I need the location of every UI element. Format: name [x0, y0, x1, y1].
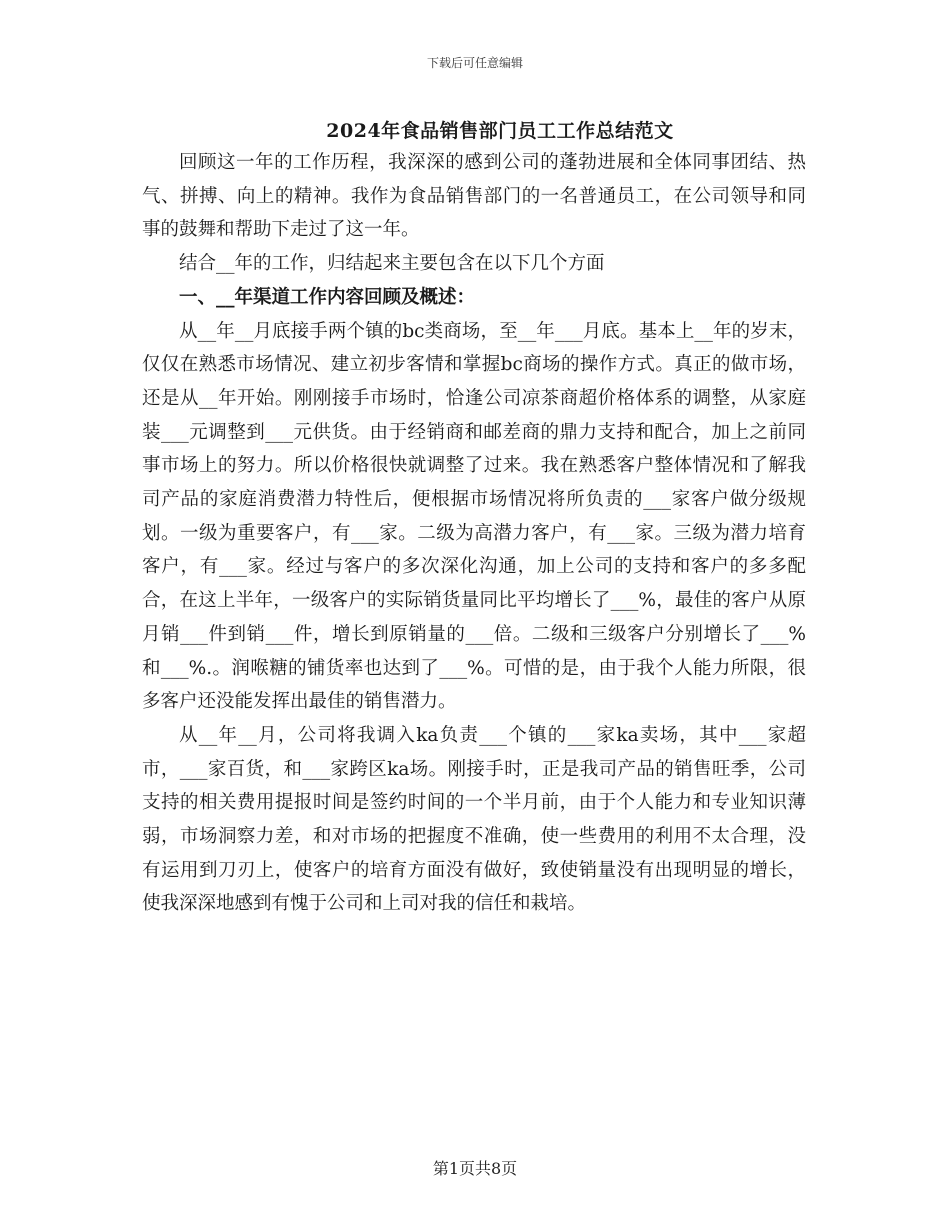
- document-body: [142, 146, 806, 921]
- paragraph-bc-market-review: 从__年__月底接手两个镇的bc类商场，至__年___月底。基本上__年的岁末，仅仅在熟悉市场情况、建立初步客情和掌握bc商场的操作方式。真正的做市场，还是从__年开始。刚刚接手市场时，恰逢公司凉茶商超价格体系的调整，从家庭装___元调整到___元供货。由于经销商和邮差商的鼎力支持和配合，加上之前同事市场上的努力。所以价格很快就调整了过来。我在熟悉客户整体情况和了解我司产品的家庭消费潜力特性后，便根据市场情况将所负责的___家客户做分级规划。一级为重要客户，有___家。二级为高潜力客户，有___家。三级为潜力培育客户，有___家。经过与客户的多次深化沟通，加上公司的支持和客户的多多配合，在这上半年，一级客户的实际销货量同比平均增长了___%，最佳的客户从原月销___件到销___件，增长到原销量的___倍。二级和三级客户分别增长了___%和___%.。润喉糖的铺货率也达到了___%。可惜的是，由于我个人能力所限，很多客户还没能发挥出最佳的销售潜力。: [142, 320, 806, 713]
- page-footer: 第1页共8页: [432, 1159, 518, 1178]
- page-header-note: 下载后可任意编辑: [426, 56, 523, 70]
- document-title: 2024年食品销售部门员工工作总结范文: [326, 120, 674, 142]
- paragraph-summary-aspects: 结合__年的工作，归结起来主要包含在以下几个方面: [179, 253, 605, 275]
- paragraph-ka-review: 从__年__月，公司将我调入ka负责___个镇的___家ka卖场，其中___家超市，___家百货，和___家跨区ka场。刚接手时，正是我司产品的销售旺季，公司支持的相关费用提报时间是签约时间的一个半月前，由于个人能力和专业知识薄弱，市场洞察力差，和对市场的把握度不准确，使一些费用的利用不太合理，没有运用到刀刃上，使客户的培育方面没有做好，致使销量没有出现明显的增长，使我深深地感到有愧于公司和上司对我的信任和栽培。: [142, 724, 806, 915]
- section-heading-1: 一、__年渠道工作内容回顾及概述：: [179, 286, 476, 308]
- paragraph-intro: 回顾这一年的工作历程，我深深的感到公司的蓬勃进展和全体同事团结、热气、拼搏、向上的精神。我作为食品销售部门的一名普通员工，在公司领导和同事的鼓舞和帮助下走过了这一年。: [142, 152, 806, 241]
